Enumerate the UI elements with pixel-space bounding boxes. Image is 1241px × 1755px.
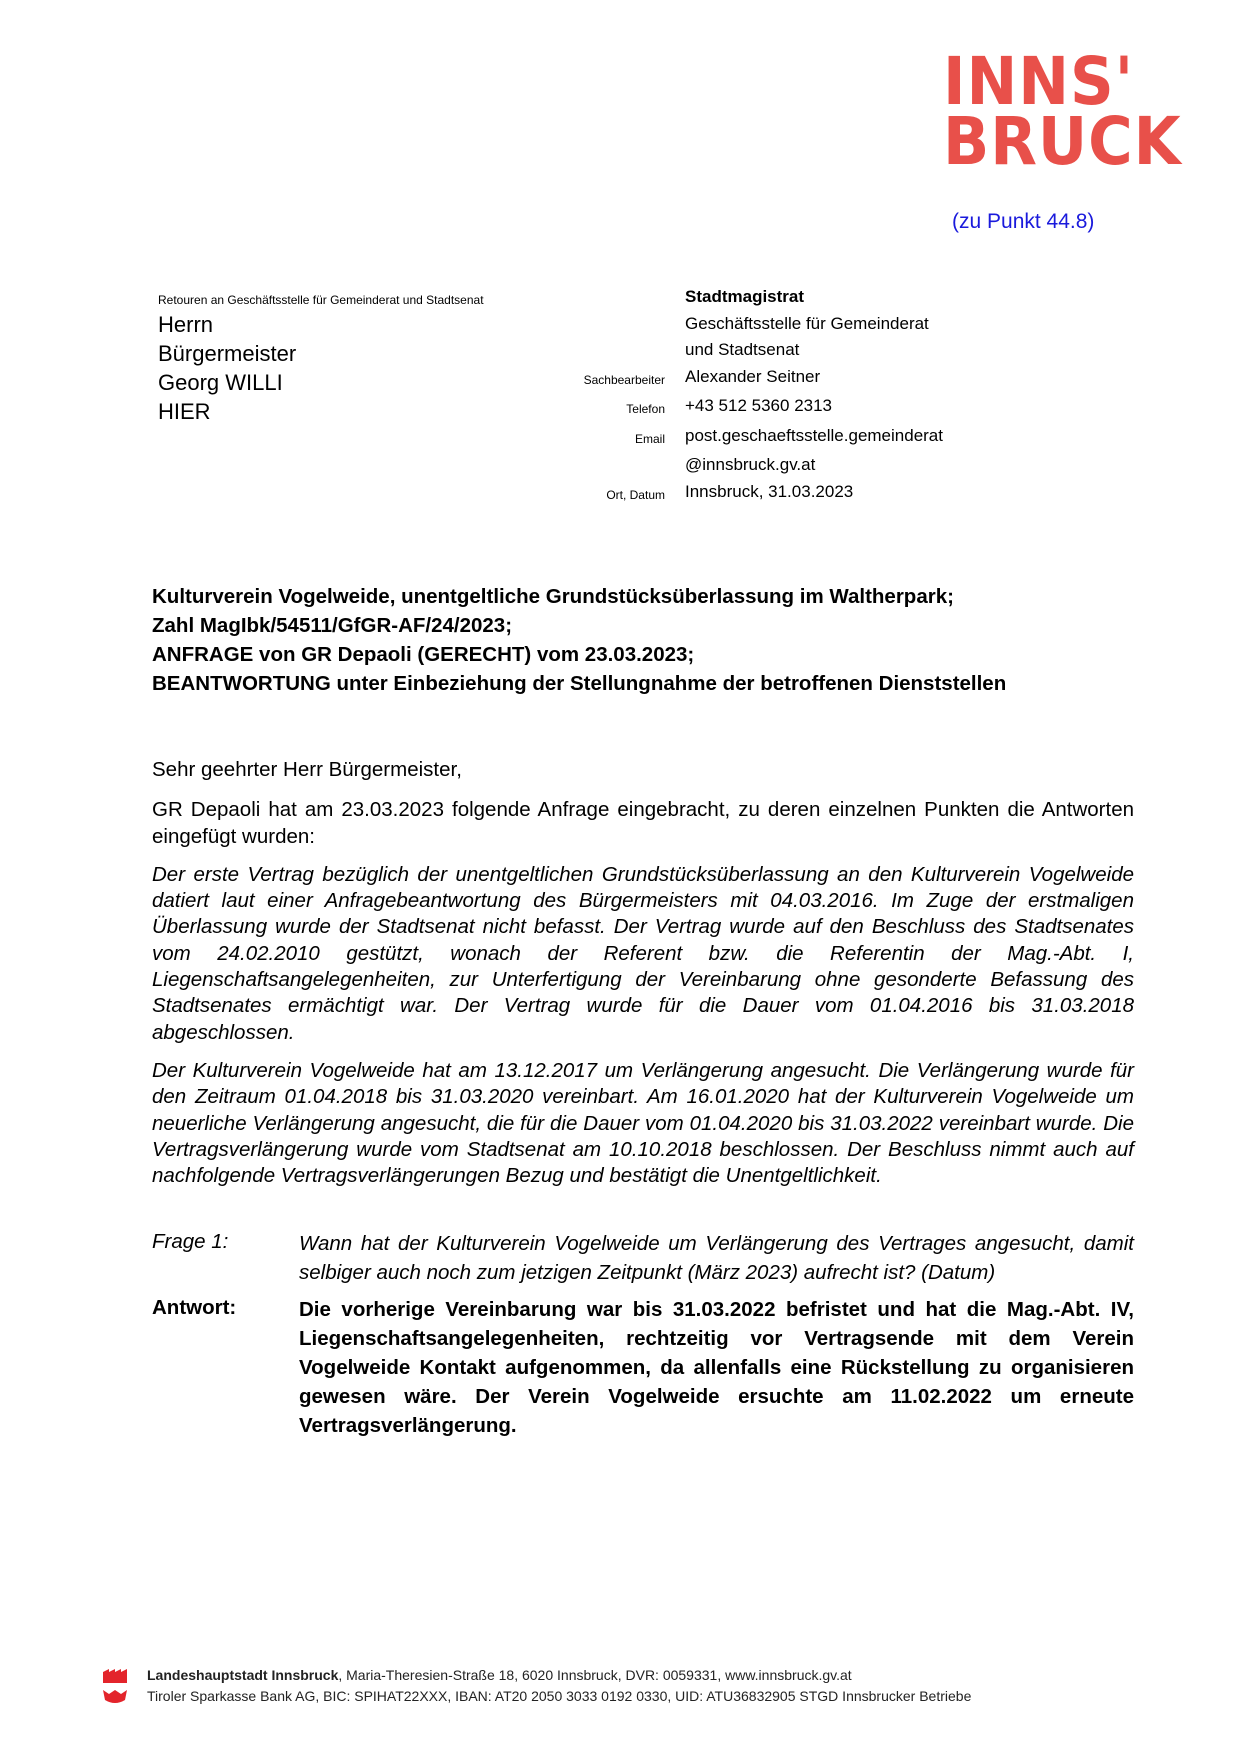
email: @innsbruck.gv.at [685,455,816,474]
question: Frage 1: Wann hat der Kulturverein Vogelweide um Verlängerung des Vertrages angesucht, damit selbiger auch noch zum jetzigen Zeitpunkt (März 2023) aufrecht ist? (Datum) [152,1230,1134,1285]
footer: Landeshauptstadt Innsbruck, Maria-Theresien-Straße 18, 6020 Innsbruck, DVR: 0059331, www.innsbruck.gv.at Tiroler Sparkasse Bank AG, BIC: SPIHAT22XXX, IBAN: AT20 2050 3033 0192 0330, UID: ATU36832905 STGD Innsbrucker Betriebe [103,1665,971,1707]
salutation: Sehr geehrter Herr Bürgermeister, [152,758,462,781]
intro: GR Depaoli hat am 23.03.2023 folgende Anfrage eingebracht, zu deren einzelnen Punkten die Antworten eingefügt wurden: [152,798,1134,848]
phone-label: Telefon [626,402,665,416]
eagle-icon [103,1690,127,1704]
date-label: Ort, Datum [606,487,665,502]
sender-info [520,284,1120,508]
clerk: Alexander Seitner [685,366,821,386]
answer: Antwort: Die vorherige Vereinbarung war bis 31.03.2022 befristet und hat die Mag.-Abt. IV, Liegenschaftsangelegenheiten, rechtzeitig vor Vertragsende mit dem Verein Vogelweide Kontakt aufgenommen, da allenfalls eine Rückstellung zu organisieren gewesen wäre. Der Verein Vogelweide ersuchte am 11.02.2022 um erneute Vertragsverlängerung. [152,1296,1134,1438]
sender-title: Stadtmagistrat [685,287,805,306]
sender-dept: Geschäftsstelle für Gemeinderat [685,313,929,333]
sender-dept: und Stadtsenat [685,340,800,359]
letter-body [152,757,1134,1440]
inquiry-quote: Der erste Vertrag bezüglich der unentgeltlichen Grundstücksüberlassung an den Kulturverein Vogelweide datiert laut einer Anfragebeantwortung des Bürgermeisters mit 04.03.2016. Im Zuge der erstmaligen Überlassung wurde der Stadtsenat nicht befasst. Der Vertrag wurde auf den Beschluss des Stadtsenates vom 24.02.2010 gestützt, wonach der Referent bzw. die Referentin der Mag.-Abt. I, Liegenschaftsangelegenheiten, zur Unterfertigung der Vereinbarung ohne gesonderte Befassung des Stadtsenates ermächtigt war. Der Vertrag wurde für die Dauer vom 01.04.2016 bis 31.03.2018 abgeschlossen. [152,862,1134,1044]
recipient-address: Herrn Bürgermeister Georg WILLI HIER [158,312,297,424]
inquiry-quote: Der Kulturverein Vogelweide hat am 13.12.2017 um Verlängerung angesucht. Die Verlängerung wurde für den Zeitraum 01.04.2018 bis 31.03.2020 vereinbart. Am 16.01.2020 hat der Kulturverein Vogelweide um neuerliche Verlängerung angesucht, die für die Dauer vom 01.04.2020 bis 31.03.2022 vereinbart wurde. Die Vertragsverlängerung wurde vom Stadtsenat am 10.10.2018 beschlossen. Der Beschluss nimmt auch auf nachfolgende Vertragsverlängerungen Bezug und bestätigt die Unentgeltlichkeit. [152,1058,1134,1188]
innsbruck-logo: INNS' BRUCK [943,43,1182,180]
flag-icon [103,1669,127,1683]
date: Innsbruck, 31.03.2023 [685,481,854,501]
phone: +43 512 5360 2313 [685,396,833,415]
email-label: Email [634,431,665,446]
email: post.geschaeftsstelle.gemeinderat [685,425,943,445]
return-note: Retouren an Geschäftsstelle für Gemeinderat und Stadtsenat [158,293,484,307]
agenda-reference: (zu Punkt 44.8) [952,210,1095,233]
subject: Kulturverein Vogelweide, unentgeltliche Grundstücksüberlassung im Waltherpark; Zahl MagIbk/54511/GfGR-AF/24/2023; ANFRAGE von GR Depaoli (GERECHT) vom 23.03.2023; BEANTWORTUNG unter Einbeziehung der Stellungnahme der betroffenen Dienststellen [152,585,1007,695]
clerk-label: Sachbearbeiter [583,372,665,387]
